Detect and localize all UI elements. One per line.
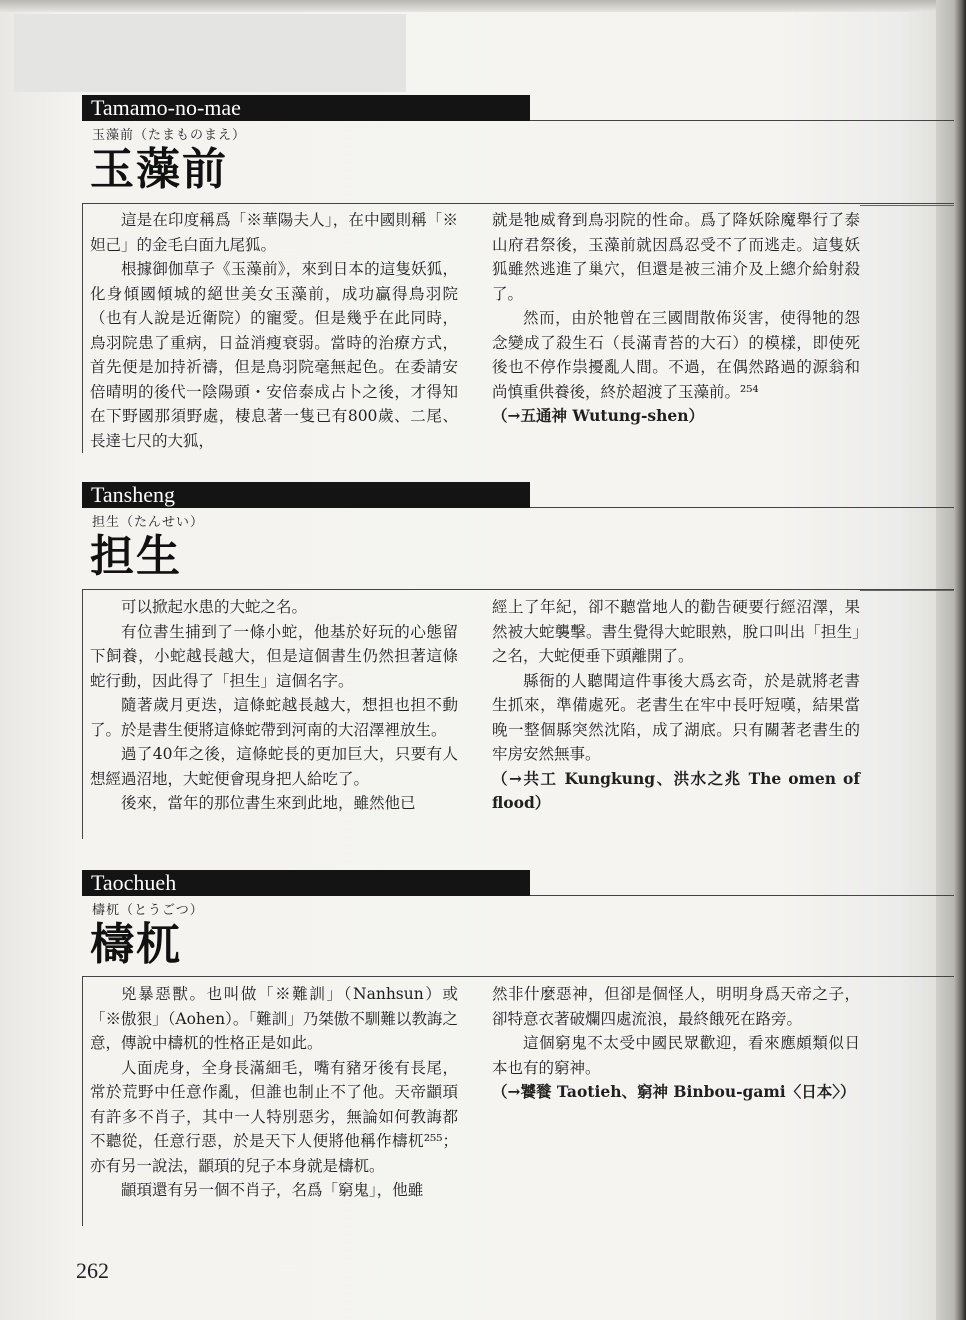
left-margin-rule	[82, 203, 83, 453]
entry-text-right	[492, 208, 860, 429]
entry-text-right	[492, 982, 860, 1105]
cross-reference: （→饕餮 Taotieh、窮神 Binbou-gami〈日本〉）	[492, 1082, 856, 1101]
left-margin-rule	[82, 589, 83, 839]
entry-text-left	[90, 208, 458, 453]
paragraph: 有位書生捕到了一條小蛇，他基於好玩的心態留下飼養，小蛇越長越大，但是這個書生仍然担著這條蛇行動，因此得了「担生」這個名字。	[90, 622, 458, 690]
paragraph: 這個窮鬼不太受中國民眾歡迎，看來應頗類似日本也有的窮神。	[492, 1034, 860, 1077]
page-number: 262	[76, 1258, 109, 1283]
left-margin-rule	[82, 976, 83, 1226]
entry-title: 檮杌	[90, 919, 182, 970]
entry-title: 玉藻前	[90, 144, 228, 195]
paragraph: 後來，當年的那位書生來到此地，雖然他已	[121, 794, 416, 812]
entry-text-left	[90, 982, 458, 1203]
entry-tansheng	[82, 482, 954, 582]
title-rule	[82, 203, 954, 204]
scan-top-edge	[0, 0, 966, 12]
bleed-rule	[860, 590, 954, 591]
entry-english-heading: Tansheng	[82, 482, 530, 508]
title-rule	[82, 976, 954, 977]
entry-english-heading: Taochueh	[82, 870, 530, 896]
bleed-rule	[860, 205, 954, 206]
entry-taochueh	[82, 870, 954, 970]
paragraph: 然而，由於牠曾在三國間散佈災害，使得牠的怨念變成了殺生石（長滿青苔的大石）的模樣，即使死後也不停作祟擾亂人間。不過，在偶然路過的源翁和尚慎重供養後，終於超渡了玉藻前。²⁵⁴	[492, 309, 860, 401]
show-through-box	[14, 14, 406, 92]
paragraph: 就是牠威脅到鳥羽院的性命。爲了降妖除魔舉行了泰山府君祭後，玉藻前就因爲忍受不了而逃走。這隻妖狐雖然逃進了巢穴，但還是被三浦介及上總介給射殺了。	[492, 211, 860, 303]
paragraph: 這是在印度稱爲「※華陽夫人」，在中國則稱「※妲己」的金毛白面九尾狐。	[90, 211, 458, 254]
entry-text-left	[90, 595, 458, 816]
paragraph: 根據御伽草子《玉藻前》，來到日本的這隻妖狐，化身傾國傾城的絕世美女玉藻前，成功贏得鳥羽院（也有人說是近衛院）的寵愛。但是幾乎在此同時，鳥羽院患了重病，日益消瘦衰弱。當時的治療方式，首先便是加持祈禱，但是鳥羽院毫無起色。在委請安倍晴明的後代一陰陽頭・安倍泰成占卜之後，才得知在下野國那須野處，棲息著一隻已有800歲、二尾、長達七尺的大狐，	[90, 260, 458, 450]
paragraph: 經上了年紀，卻不聽當地人的勸告硬要行經沼澤，果然被大蛇襲擊。書生覺得大蛇眼熟，脫口叫出「担生」之名，大蛇便垂下頭離開了。	[492, 598, 860, 665]
entry-text-right	[492, 595, 860, 816]
paragraph: 顓頊還有另一個不肖子，名爲「窮鬼」，他雖	[121, 1181, 424, 1199]
paragraph: 隨著歲月更迭，這條蛇越長越大，想担也担不動了。於是書生便將這條蛇帶到河南的大沼澤裡放生。	[90, 696, 458, 739]
heading-rule	[530, 895, 954, 896]
paragraph: 兇暴惡獸。也叫做「※難訓」（Nanhsun）或「※傲狠」（Aohen）。「難訓」乃桀傲不馴難以教誨之意，傳說中檮杌的性格正是如此。	[90, 985, 458, 1052]
paragraph: 然非什麼惡神，但卻是個怪人，明明身爲天帝之子，卻特意衣著破爛四處流浪，最終餓死在路旁。	[492, 985, 860, 1028]
heading-rule	[530, 507, 954, 508]
cross-reference: （→共工 Kungkung、洪水之兆 The omen of flood）	[492, 768, 860, 812]
title-rule	[82, 589, 954, 590]
entry-reading: 檮杌（とうごつ）	[92, 903, 204, 918]
entry-reading: 玉藻前（たまものまえ）	[92, 128, 247, 143]
entry-title: 担生	[90, 531, 182, 582]
paragraph: 過了40年之後，這條蛇長的更加巨大，只要有人想經過沼地，大蛇便會現身把人給吃了。	[90, 745, 458, 788]
entry-english-heading: Tamamo-no-mae	[82, 95, 530, 121]
cross-reference: （→五通神 Wutung-shen）	[492, 406, 705, 425]
heading-rule	[530, 120, 954, 121]
paragraph: 縣衙的人聽聞這件事後大爲玄奇，於是就將老書生抓來，準備處死。老書生在牢中長吁短嘆，結果當晚一整個縣突然沈陷，成了湖底。只有關著老書生的牢房安然無事。	[492, 671, 860, 763]
paragraph: 人面虎身，全身長滿細毛，嘴有豬牙後有長尾，常於荒野中任意作亂，但誰也制止不了他。天帝顓頊有許多不肖子，其中一人特別惡劣，無論如何教誨都不聽從，任意行惡，於是天下人便將他稱作檮杌²⁵⁵；亦有另一說法，顓頊的兒子本身就是檮杌。	[90, 1058, 458, 1175]
paragraph: 可以掀起水患的大蛇之名。	[121, 598, 308, 616]
entry-reading: 担生（たんせい）	[92, 515, 205, 530]
